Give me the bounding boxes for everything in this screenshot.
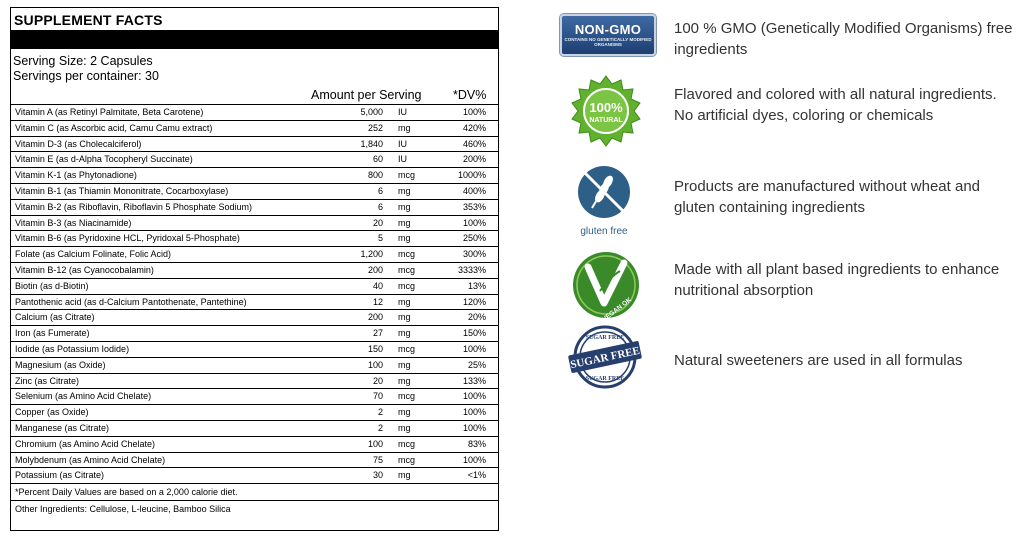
- nutrient-daily-value: 100%: [462, 422, 486, 433]
- daily-value-header: *DV%: [453, 88, 487, 102]
- nutrient-unit: mcg: [398, 454, 416, 465]
- nutrient-row: [11, 389, 498, 405]
- nutrient-amount: 5,000: [360, 107, 383, 117]
- nutrient-name: Vitamin B-12 (as Cyanocobalamin): [15, 264, 154, 275]
- nutrient-name: Chromium (as Amino Acid Chelate): [15, 438, 156, 449]
- nutrient-row: [11, 326, 498, 342]
- nutrient-unit: mg: [398, 201, 411, 212]
- nutrient-daily-value: 100%: [462, 107, 486, 117]
- nutrient-amount: 60: [372, 154, 383, 165]
- nutrient-row: [11, 437, 498, 453]
- nutrient-amount: 1,840: [360, 138, 383, 149]
- nutrient-unit: mg: [398, 328, 411, 339]
- nutrient-daily-value: 100%: [462, 217, 486, 228]
- nutrient-row: [11, 216, 498, 232]
- nutrient-row: [11, 200, 498, 216]
- nutrient-unit: mg: [398, 296, 411, 307]
- nutrient-amount: 100: [367, 438, 383, 449]
- nutrient-amount: 20: [372, 217, 383, 228]
- nutrient-unit: mcg: [398, 438, 416, 449]
- nutrient-row: [11, 105, 498, 121]
- nutrient-amount: 70: [372, 391, 383, 402]
- nutrient-unit: mcg: [398, 249, 416, 260]
- nutrient-name: Selenium (as Amino Acid Chelate): [15, 391, 152, 402]
- nutrient-row: [11, 184, 498, 200]
- nutrient-unit: mg: [398, 312, 411, 323]
- nutrient-name: Zinc (as Citrate): [15, 375, 80, 386]
- facts-header-bar: [11, 30, 498, 49]
- nutrient-amount: 30: [372, 470, 383, 481]
- nutrient-amount: 100: [367, 359, 383, 370]
- nutrient-name: Iodide (as Potassium Iodide): [15, 343, 130, 354]
- nutrient-amount: 200: [367, 264, 383, 275]
- nutrient-row: [11, 152, 498, 168]
- nutrient-amount: 75: [372, 454, 383, 465]
- nutrient-daily-value: 200%: [462, 154, 486, 165]
- nutrient-amount: 20: [372, 375, 383, 386]
- nutrient-unit: mg: [398, 217, 411, 228]
- supplement-facts-panel: [10, 7, 499, 531]
- nutrient-name: Calcium (as Citrate): [15, 312, 95, 323]
- nutrient-daily-value: 353%: [462, 201, 486, 212]
- nutrient-name: Magnesium (as Oxide): [15, 359, 106, 370]
- nutrient-unit: IU: [398, 107, 407, 117]
- other-ingredients: Other Ingredients: Cellulose, L-leucine, Bamboo Silica: [15, 504, 231, 515]
- nutrient-daily-value: 20%: [467, 312, 486, 323]
- nutrient-unit: IU: [398, 154, 407, 165]
- vegan-badge-icon: [570, 247, 642, 323]
- nutrient-unit: mg: [398, 375, 411, 386]
- nutrient-row: [11, 168, 498, 184]
- nutrient-name: Vitamin B-3 (as Niacinamide): [15, 217, 132, 228]
- nutrient-row: [11, 421, 498, 437]
- nutrient-name: Vitamin A (as Retinyl Palmitate, Beta Carotene): [15, 107, 204, 117]
- nutrient-name: Potassium (as Citrate): [15, 470, 105, 481]
- servings-per-container: Servings per container: 30: [13, 69, 159, 83]
- nutrient-row: [11, 295, 498, 311]
- nutrient-daily-value: 3333%: [457, 264, 486, 275]
- nutrient-rows: [11, 105, 498, 484]
- nutrient-row: [11, 247, 498, 263]
- nutrient-unit: mg: [398, 185, 411, 196]
- nutrient-row: [11, 358, 498, 374]
- nutrient-amount: 252: [367, 122, 383, 133]
- nutrient-daily-value: 100%: [462, 343, 486, 354]
- facts-title: SUPPLEMENT FACTS: [14, 12, 163, 28]
- nutrient-daily-value: 100%: [462, 407, 486, 418]
- nutrient-daily-value: <1%: [467, 470, 486, 481]
- nutrient-amount: 1,200: [360, 249, 383, 260]
- nutrient-name: Vitamin E (as d-Alpha Tocopheryl Succinate): [15, 154, 193, 165]
- nutrient-name: Vitamin B-1 (as Thiamin Mononitrate, Cocarboxylase): [15, 185, 229, 196]
- facts-column-header: [11, 85, 498, 105]
- nutrient-unit: mg: [398, 122, 411, 133]
- nutrient-amount: 6: [377, 201, 383, 212]
- nutrient-row: [11, 453, 498, 469]
- nutrient-daily-value: 1000%: [457, 170, 486, 181]
- nutrient-daily-value: 150%: [462, 328, 486, 339]
- nutrient-name: Vitamin B-6 (as Pyridoxine HCL, Pyridoxal 5-Phosphate): [15, 233, 240, 244]
- daily-value-footnote: *Percent Daily Values are based on a 2,000 calorie diet.: [11, 484, 498, 501]
- nutrient-unit: mcg: [398, 391, 416, 402]
- nutrient-amount: 2: [377, 407, 383, 418]
- nutrient-name: Vitamin B-2 (as Riboflavin, Riboflavin 5 Phosphate Sodium): [15, 201, 252, 212]
- non-gmo-badge-text: NON-GMO: [574, 22, 642, 37]
- nutrient-name: Copper (as Oxide): [15, 407, 89, 418]
- nutrient-name: Pantothenic acid (as d-Calcium Pantothenate, Pantethine): [15, 296, 247, 307]
- nutrient-daily-value: 460%: [462, 138, 486, 149]
- nutrient-daily-value: 100%: [462, 454, 486, 465]
- nutrient-amount: 800: [367, 170, 383, 181]
- nutrient-daily-value: 133%: [462, 375, 486, 386]
- nutrient-name: Biotin (as d-Biotin): [15, 280, 89, 291]
- nutrient-unit: mcg: [398, 264, 416, 275]
- nutrient-unit: mcg: [398, 170, 416, 181]
- nutrient-amount: 6: [377, 185, 383, 196]
- feature-text: Products are manufactured without wheat and gluten containing ingredients: [674, 178, 981, 216]
- serving-size: Serving Size: 2 Capsules: [13, 54, 153, 68]
- feature-text: Flavored and colored with all natural ingredients. No artificial dyes, coloring or chemicals: [674, 86, 997, 124]
- nutrient-unit: IU: [398, 138, 407, 149]
- svg-text:100%: 100%: [589, 100, 623, 115]
- non-gmo-badge-icon: [560, 14, 656, 56]
- nutrient-amount: 27: [372, 328, 383, 339]
- nutrient-name: Vitamin D-3 (as Cholecalciferol): [15, 138, 142, 149]
- natural-badge-icon: [568, 74, 644, 150]
- nutrient-row: [11, 137, 498, 153]
- nutrient-amount: 2: [377, 422, 383, 433]
- nutrient-unit: mg: [398, 359, 411, 370]
- nutrient-amount: 12: [372, 296, 383, 307]
- nutrient-unit: mg: [398, 407, 411, 418]
- svg-text:NATURAL: NATURAL: [589, 117, 623, 124]
- nutrient-unit: mg: [398, 470, 411, 481]
- nutrient-amount: 40: [372, 280, 383, 291]
- nutrient-name: Vitamin C (as Ascorbic acid, Camu Camu extract): [15, 122, 213, 133]
- nutrient-daily-value: 83%: [467, 438, 486, 449]
- non-gmo-badge-subtext: CONTAINS NO GENETICALLY MODIFIED ORGANISMS: [564, 37, 652, 47]
- nutrient-row: [11, 263, 498, 279]
- amount-per-serving-header: Amount per Serving: [311, 88, 422, 102]
- nutrient-name: Iron (as Fumerate): [15, 328, 90, 339]
- nutrient-row: [11, 374, 498, 390]
- feature-text: Natural sweeteners are used in all formulas: [674, 352, 963, 369]
- nutrient-daily-value: 13%: [467, 280, 486, 291]
- serving-info: [11, 49, 498, 85]
- gluten-free-badge-text: gluten free: [580, 226, 628, 237]
- nutrient-daily-value: 100%: [462, 391, 486, 402]
- nutrient-unit: mg: [398, 422, 411, 433]
- nutrient-name: Molybdenum (as Amino Acid Chelate): [15, 454, 166, 465]
- nutrient-amount: 150: [367, 343, 383, 354]
- nutrient-amount: 5: [377, 233, 383, 244]
- gluten-free-badge-icon: [570, 162, 642, 240]
- nutrient-row: [11, 405, 498, 421]
- nutrient-amount: 200: [367, 312, 383, 323]
- nutrient-row: [11, 231, 498, 247]
- svg-text:SUGAR FREE: SUGAR FREE: [585, 335, 625, 341]
- nutrient-row: [11, 342, 498, 358]
- nutrient-row: [11, 468, 498, 484]
- nutrient-unit: mcg: [398, 280, 416, 291]
- nutrient-row: [11, 121, 498, 137]
- feature-text: Made with all plant based ingredients to enhance nutritional absorption: [674, 261, 1000, 299]
- nutrient-name: Manganese (as Citrate): [15, 422, 110, 433]
- svg-text:SUGAR FREE: SUGAR FREE: [585, 376, 625, 382]
- feature-text: 100 % GMO (Genetically Modified Organisms) free ingredients: [674, 20, 1013, 58]
- nutrient-daily-value: 300%: [462, 249, 486, 260]
- nutrient-daily-value: 25%: [467, 359, 486, 370]
- nutrient-unit: mg: [398, 233, 411, 244]
- nutrient-daily-value: 420%: [462, 122, 486, 133]
- sugar-free-badge-icon: [565, 324, 645, 390]
- nutrient-daily-value: 400%: [462, 185, 486, 196]
- nutrient-daily-value: 120%: [462, 296, 486, 307]
- nutrient-name: Folate (as Calcium Folinate, Folic Acid): [15, 249, 172, 260]
- nutrient-row: [11, 279, 498, 295]
- nutrient-name: Vitamin K-1 (as Phytonadione): [15, 170, 137, 181]
- svg-text:SUGAR FREE: SUGAR FREE: [569, 344, 641, 372]
- nutrient-unit: mcg: [398, 343, 416, 354]
- nutrient-daily-value: 250%: [462, 233, 486, 244]
- svg-text:VEGAN OK: VEGAN OK: [601, 296, 633, 323]
- nutrient-row: [11, 310, 498, 326]
